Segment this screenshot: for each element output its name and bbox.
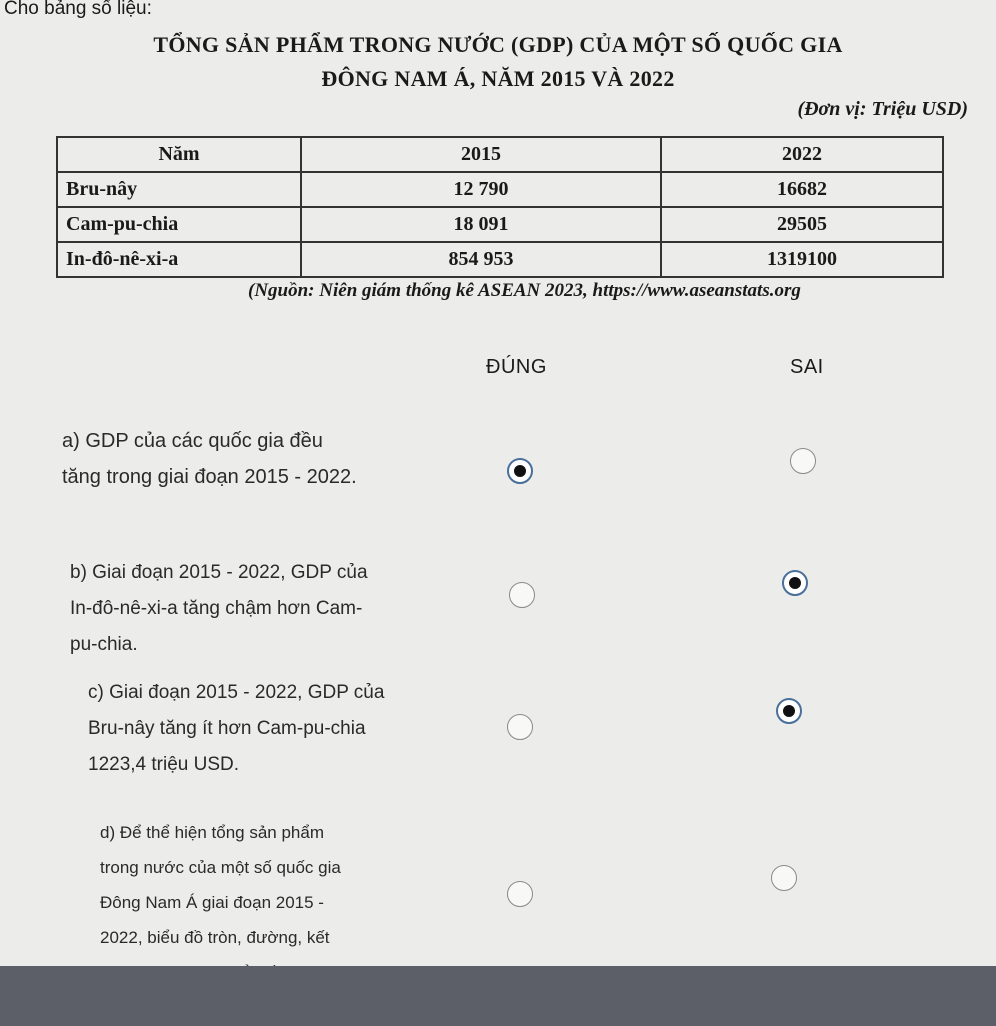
table-header-row	[57, 137, 943, 172]
statement-d: d) Để thể hiện tổng sản phẩm trong nước của một số quốc gia Đông Nam Á giai đoạn 2015 - 2022, biểu đồ tròn, đường, kết	[100, 823, 341, 947]
statement-b: b) Giai đoạn 2015 - 2022, GDP của In-đô-nê-xi-a tăng chậm hơn Cam-pu-chia.	[70, 562, 368, 655]
table-title-line-1: TỔNG SẢN PHẨM TRONG NƯỚC (GDP) CỦA MỘT SỐ QUỐC GIA	[153, 32, 843, 57]
value-cell: 29505	[661, 207, 943, 242]
country-cell: Cam-pu-chia	[57, 207, 301, 242]
value-cell: 12 790	[301, 172, 661, 207]
statement-b-true-radio[interactable]	[509, 582, 535, 608]
statement-a: a) GDP của các quốc gia đều tăng trong giai đoạn 2015 - 2022.	[62, 430, 357, 488]
header-cell: 2015	[301, 137, 661, 172]
statement-c-true-radio[interactable]	[507, 714, 533, 740]
statement-b-false-radio[interactable]	[782, 570, 808, 596]
statement-d-false-radio[interactable]	[771, 865, 797, 891]
header-cell: Năm	[57, 137, 301, 172]
true-column-header: ĐÚNG	[486, 356, 547, 378]
table-row	[57, 242, 943, 277]
table-row	[57, 207, 943, 242]
country-cell: In-đô-nê-xi-a	[57, 242, 301, 277]
statement-a-true-radio[interactable]	[507, 458, 533, 484]
statement-c: c) Giai đoạn 2015 - 2022, GDP của Bru-nây tăng ít hơn Cam-pu-chia 1223,4 triệu USD.	[88, 682, 385, 775]
statement-c-false-radio[interactable]	[776, 698, 802, 724]
value-cell: 16682	[661, 172, 943, 207]
intro-text: Cho bảng số liệu:	[4, 0, 152, 19]
table-row	[57, 172, 943, 207]
source-note: (Nguồn: Niên giám thống kê ASEAN 2023, https://www.aseanstats.org	[248, 280, 801, 301]
table-title-line-2: ĐÔNG NAM Á, NĂM 2015 VÀ 2022	[321, 66, 675, 91]
gdp-table	[56, 136, 944, 278]
statement-a-false-radio[interactable]	[790, 448, 816, 474]
value-cell: 18 091	[301, 207, 661, 242]
unit-label: (Đơn vị: Triệu USD)	[797, 98, 968, 120]
value-cell: 1319100	[661, 242, 943, 277]
header-cell: 2022	[661, 137, 943, 172]
screen-bottom-bezel	[0, 966, 996, 1026]
value-cell: 854 953	[301, 242, 661, 277]
false-column-header: SAI	[790, 356, 824, 378]
country-cell: Bru-nây	[57, 172, 301, 207]
statement-d-true-radio[interactable]	[507, 881, 533, 907]
